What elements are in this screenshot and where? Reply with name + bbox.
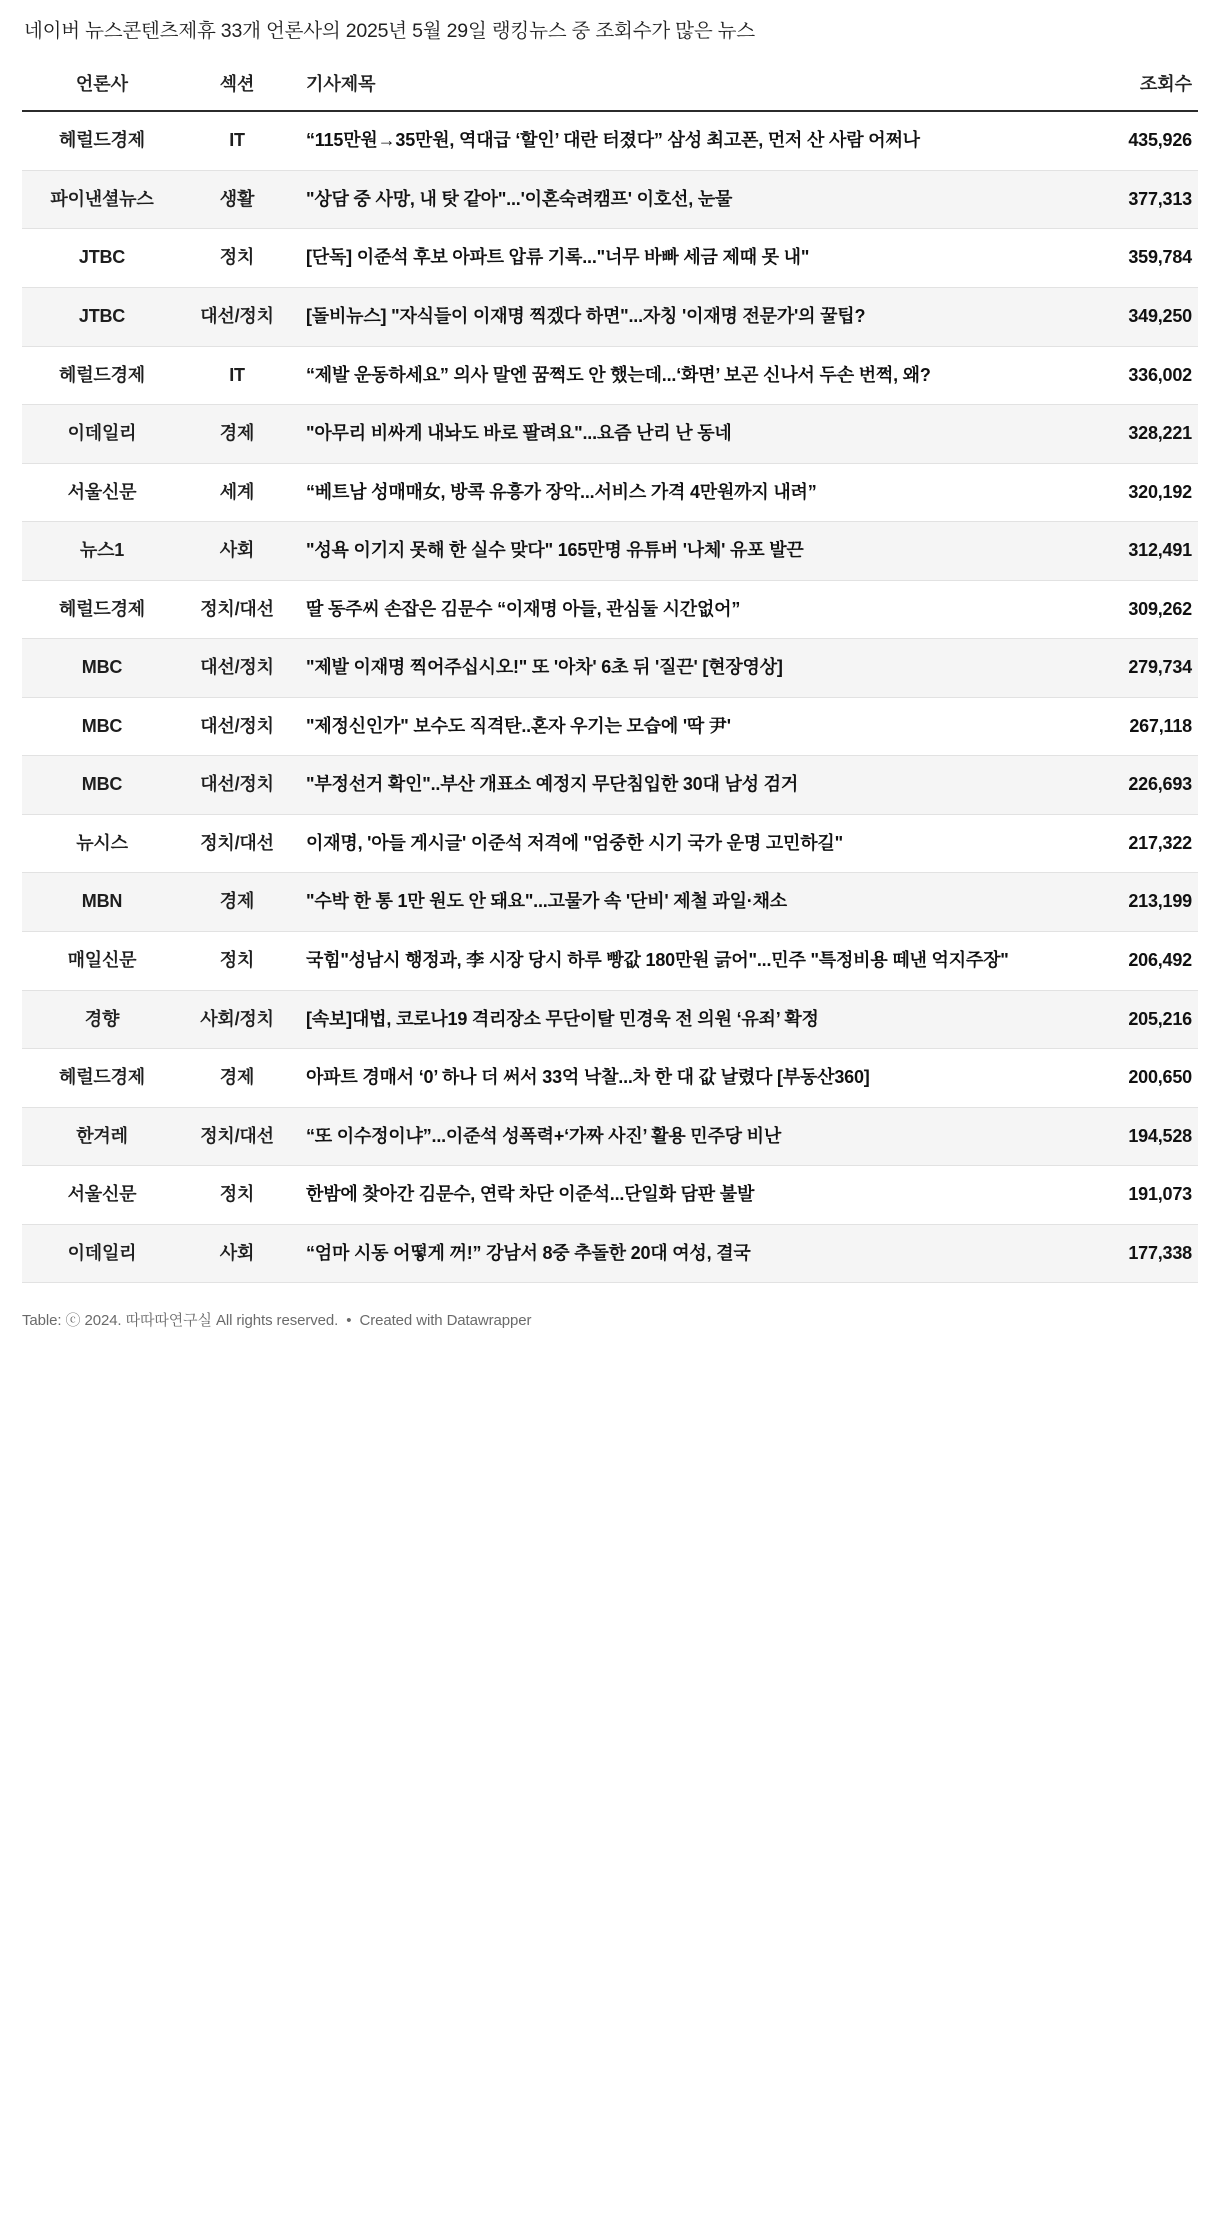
footer-tool: Created with Datawrapper — [359, 1312, 532, 1330]
table-row — [22, 1049, 1198, 1108]
cell-headline: "아무리 비싸게 내놔도 바로 팔려요"...요즘 난리 난 동네 — [306, 423, 732, 444]
cell-section: 생활 — [219, 188, 255, 209]
cell-headline: "부정선거 확인"..부산 개표소 예정지 무단침입한 30대 남성 검거 — [306, 774, 799, 795]
footer-credit: Table: ⓒ 2024. 따따따연구실 All rights reserved. — [22, 1312, 339, 1330]
cell-headline: 이재명, '아들 게시글' 이준석 저격에 "엄중한 시기 국가 운명 고민하길" — [306, 832, 843, 853]
cell-headline: "성욕 이기지 못해 한 실수 맞다" 165만명 유튜버 '나체' 유포 발끈 — [306, 540, 804, 561]
cell-section: 세계 — [219, 481, 255, 502]
cell-outlet: 서울신문 — [67, 1184, 137, 1205]
cell-views: 349,250 — [1128, 305, 1192, 326]
table-row — [22, 1107, 1198, 1166]
cell-headline: "제정신인가" 보수도 직격탄..혼자 우기는 모습에 '딱 尹' — [306, 715, 731, 736]
cell-headline: “제발 운동하세요” 의사 말엔 꿈쩍도 안 했는데...‘화면’ 보곤 신나서 두손 번쩍, 왜? — [306, 364, 931, 385]
cell-headline: [단독] 이준석 후보 아파트 압류 기록..."너무 바빠 세금 제때 못 내" — [306, 247, 810, 268]
cell-views: 359,784 — [1128, 247, 1192, 268]
cell-section: 경제 — [219, 891, 255, 912]
cell-views: 177,338 — [1128, 1242, 1192, 1263]
cell-views: 205,216 — [1128, 1008, 1192, 1029]
table-row — [22, 346, 1198, 405]
cell-views: 279,734 — [1128, 657, 1192, 678]
page-title: 네이버 뉴스콘텐츠제휴 33개 언론사의 2025년 5월 29일 랭킹뉴스 중 조회수가 많은 뉴스 — [24, 20, 755, 42]
cell-outlet: 이데일리 — [67, 1242, 137, 1263]
cell-headline: “115만원→35만원, 역대급 ‘할인’ 대란 터졌다” 삼성 최고폰, 먼저 산 사람 어쩌나 — [306, 130, 920, 151]
footer-separator: • — [346, 1312, 352, 1330]
table-row — [22, 990, 1198, 1049]
cell-outlet: 매일신문 — [67, 949, 137, 970]
cell-views: 435,926 — [1128, 130, 1192, 151]
cell-headline: "수박 한 통 1만 원도 안 돼요"...고물가 속 '단비' 제철 과일·채소 — [306, 891, 787, 912]
table-row — [22, 463, 1198, 522]
cell-section: 사회 — [219, 1242, 255, 1263]
cell-views: 309,262 — [1128, 598, 1192, 619]
cell-outlet: 헤럴드경제 — [59, 1067, 145, 1088]
cell-outlet: JTBC — [78, 305, 126, 326]
table-row — [22, 1224, 1198, 1283]
cell-views: 312,491 — [1128, 540, 1192, 561]
table-row — [22, 229, 1198, 288]
column-header-headline: 기사제목 — [292, 70, 1048, 111]
cell-headline: “베트남 성매매女, 방콕 유흥가 장악...서비스 가격 4만원까지 내려” — [306, 481, 817, 502]
cell-headline: "제발 이재명 찍어주십시오!" 또 '아차' 6초 뒤 '질끈' [현장영상] — [306, 657, 783, 678]
cell-outlet: 뉴스1 — [79, 540, 125, 561]
cell-section: 사회/정치 — [200, 1008, 274, 1029]
table-header-row — [22, 70, 1198, 111]
cell-section: 대선/정치 — [200, 774, 274, 795]
table-row — [22, 639, 1198, 698]
cell-headline: “엄마 시동 어떻게 꺼!” 강남서 8중 추돌한 20대 여성, 결국 — [306, 1242, 751, 1263]
cell-views: 194,528 — [1128, 1125, 1192, 1146]
cell-section: 사회 — [219, 540, 255, 561]
column-header-section: 섹션 — [182, 70, 292, 111]
table-header — [22, 70, 1198, 111]
cell-section: 대선/정치 — [200, 657, 274, 678]
cell-headline: 딸 동주씨 손잡은 김문수 “이재명 아들, 관심둘 시간없어” — [306, 598, 741, 619]
ranking-news-table — [22, 70, 1198, 1283]
cell-headline: [돌비뉴스] "자식들이 이재명 찍겠다 하면"...자칭 '이재명 전문가'의 꿀팁? — [306, 305, 866, 326]
table-row — [22, 111, 1198, 170]
table-row — [22, 1166, 1198, 1225]
cell-section: 정치 — [219, 949, 255, 970]
cell-headline: 아파트 경매서 ‘0’ 하나 더 써서 33억 낙찰...차 한 대 값 날렸다 [부동산360] — [306, 1067, 870, 1088]
cell-outlet: MBC — [81, 774, 123, 795]
table-row — [22, 814, 1198, 873]
cell-views: 328,221 — [1128, 423, 1192, 444]
table-row — [22, 931, 1198, 990]
cell-section: 정치/대선 — [200, 832, 274, 853]
cell-headline: “또 이수정이냐”...이준석 성폭력+‘가짜 사진’ 활용 민주당 비난 — [306, 1125, 782, 1146]
cell-views: 191,073 — [1128, 1184, 1192, 1205]
cell-headline: 한밤에 찾아간 김문수, 연락 차단 이준석...단일화 담판 불발 — [306, 1184, 755, 1205]
cell-section: 경제 — [219, 1067, 255, 1088]
cell-section: 경제 — [219, 423, 255, 444]
cell-views: 200,650 — [1128, 1067, 1192, 1088]
table-row — [22, 522, 1198, 581]
cell-outlet: 이데일리 — [67, 423, 137, 444]
cell-outlet: MBC — [81, 657, 123, 678]
cell-views: 226,693 — [1128, 774, 1192, 795]
table-row — [22, 405, 1198, 464]
cell-headline: [속보]대법, 코로나19 격리장소 무단이탈 민경욱 전 의원 ‘유죄’ 확정 — [306, 1008, 819, 1029]
cell-views: 213,199 — [1128, 891, 1192, 912]
cell-views: 336,002 — [1128, 364, 1192, 385]
footer — [22, 1309, 1198, 1330]
cell-outlet: 경향 — [84, 1008, 120, 1029]
cell-outlet: 헤럴드경제 — [59, 598, 145, 619]
cell-outlet: MBC — [81, 715, 123, 736]
table-row — [22, 287, 1198, 346]
cell-outlet: 뉴시스 — [76, 832, 128, 853]
cell-section: 정치/대선 — [200, 598, 274, 619]
cell-headline: "상담 중 사망, 내 탓 같아"...'이혼숙려캠프' 이호선, 눈물 — [306, 188, 733, 209]
cell-outlet: 파이낸셜뉴스 — [50, 188, 154, 209]
cell-outlet: 한겨레 — [76, 1125, 128, 1146]
cell-views: 267,118 — [1129, 715, 1192, 736]
cell-section: IT — [229, 130, 245, 151]
table-row — [22, 873, 1198, 932]
table-row — [22, 580, 1198, 639]
cell-outlet: 서울신문 — [67, 481, 137, 502]
table-row — [22, 756, 1198, 815]
cell-section: 대선/정치 — [200, 305, 274, 326]
table-row — [22, 170, 1198, 229]
cell-views: 377,313 — [1128, 188, 1192, 209]
column-header-views: 조회수 — [1048, 70, 1198, 111]
cell-headline: 국힘"성남시 행정과, 李 시장 당시 하루 빵값 180만원 긁어"...민주 "특정비용 떼낸 억지주장" — [306, 949, 1009, 970]
cell-outlet: 헤럴드경제 — [59, 364, 145, 385]
cell-section: 정치 — [219, 1184, 255, 1205]
cell-outlet: MBN — [81, 891, 123, 912]
cell-section: 대선/정치 — [200, 715, 274, 736]
cell-section: 정치/대선 — [200, 1125, 274, 1146]
table-body — [22, 111, 1198, 1282]
cell-views: 320,192 — [1128, 481, 1192, 502]
cell-section: 정치 — [219, 247, 255, 268]
cell-section: IT — [229, 364, 245, 385]
column-header-outlet: 언론사 — [22, 70, 182, 111]
table-row — [22, 697, 1198, 756]
cell-views: 206,492 — [1128, 949, 1192, 970]
cell-outlet: JTBC — [78, 247, 126, 268]
cell-views: 217,322 — [1128, 832, 1192, 853]
cell-outlet: 헤럴드경제 — [59, 130, 145, 151]
